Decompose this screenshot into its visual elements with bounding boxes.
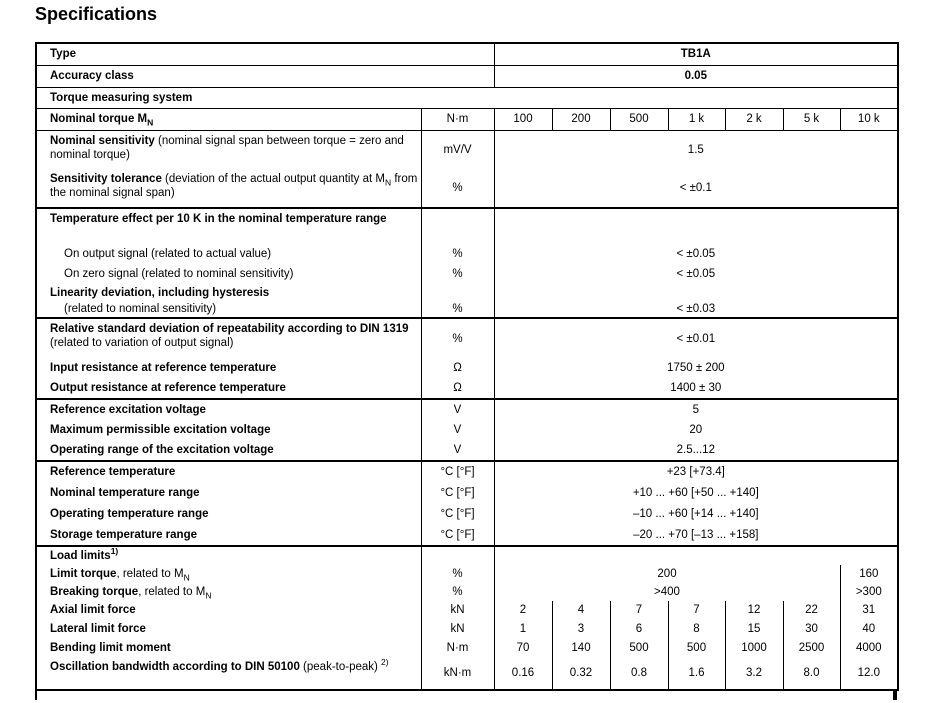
row-temp-effect-header xyxy=(36,208,898,244)
unit-cell: kN xyxy=(421,619,494,638)
value-cell-10k: >300 xyxy=(840,583,898,601)
value-cell: 2 xyxy=(494,601,552,619)
value-cell-main: >400 xyxy=(494,583,840,601)
label-subscript: N xyxy=(384,177,392,188)
label-rest: (nominal signal span between torque = zero and nominal torque) xyxy=(50,134,404,161)
value-cell: 2500 xyxy=(783,638,840,657)
value-cell: –10 ... +60 [+14 ... +140] xyxy=(494,503,898,524)
value-cell: < ±0.05 xyxy=(494,244,898,264)
value-cell: 6 xyxy=(610,619,668,638)
value-cell: < ±0.03 xyxy=(494,301,898,318)
value-cell: 31 xyxy=(840,601,898,619)
unit-cell: V xyxy=(421,399,494,420)
specifications-table xyxy=(35,42,899,691)
col-header-10k: 10 k xyxy=(840,108,898,130)
row-reference-excitation xyxy=(36,399,898,420)
label-rest: (related to variation of output signal) xyxy=(50,337,234,349)
value-cell: 20 xyxy=(494,420,898,440)
label-subscript: N xyxy=(183,572,190,583)
row-type xyxy=(36,43,898,65)
col-header-5k: 5 k xyxy=(783,108,840,130)
spec-label-output-resistance: Output resistance at reference temperature xyxy=(50,382,286,394)
value-cell: 40 xyxy=(840,619,898,638)
row-breaking-torque xyxy=(36,583,898,601)
value-cell: 2.5...12 xyxy=(494,440,898,461)
row-sensitivity-tolerance xyxy=(36,169,898,208)
spec-label-on-output: On output signal (related to actual value) xyxy=(64,248,272,260)
row-operating-excitation xyxy=(36,440,898,461)
row-axial-limit-force xyxy=(36,601,898,619)
unit-cell-empty xyxy=(421,208,494,244)
value-cell-empty xyxy=(494,208,898,244)
unit-cell: mV/V xyxy=(421,130,494,169)
row-limit-torque xyxy=(36,565,898,583)
value-accuracy: 0.05 xyxy=(494,65,898,87)
row-output-resistance xyxy=(36,378,898,399)
spec-label-breaking-torque xyxy=(36,583,421,601)
label-bold: Breaking torque xyxy=(50,586,139,598)
col-header-500: 500 xyxy=(610,108,668,130)
spec-label-load-limits xyxy=(36,546,421,565)
spec-label-operating-excitation: Operating range of the excitation voltage xyxy=(50,444,274,456)
row-on-output-signal xyxy=(36,244,898,264)
unit-cell: Ω xyxy=(421,378,494,399)
col-header-100: 100 xyxy=(494,108,552,130)
spec-label-sensitivity-tolerance xyxy=(36,169,421,208)
unit-cell: % xyxy=(421,264,494,284)
col-header-2k: 2 k xyxy=(725,108,783,130)
value-cell: –20 ... +70 [–13 ... +158] xyxy=(494,524,898,546)
value-cell: 30 xyxy=(783,619,840,638)
spec-label-on-zero: On zero signal (related to nominal sensitivity) xyxy=(64,268,294,280)
unit-cell: N·m xyxy=(421,108,494,130)
unit-cell-empty xyxy=(421,546,494,565)
value-cell: 140 xyxy=(552,638,610,657)
unit-cell: kN·m xyxy=(421,657,494,690)
unit-cell: V xyxy=(421,420,494,440)
spec-label-repeatability xyxy=(36,318,421,358)
value-cell: 500 xyxy=(610,638,668,657)
value-cell: 3 xyxy=(552,619,610,638)
unit-cell: % xyxy=(421,169,494,208)
value-cell: 7 xyxy=(610,601,668,619)
value-cell: 12 xyxy=(725,601,783,619)
spec-label-reference-excitation: Reference excitation voltage xyxy=(36,399,421,420)
col-header-1k: 1 k xyxy=(668,108,725,130)
row-bending-limit-moment xyxy=(36,638,898,657)
spec-label-linearity: Linearity deviation, including hysteresis xyxy=(50,286,270,299)
row-nominal-sensitivity xyxy=(36,130,898,169)
label-bold: Sensitivity tolerance xyxy=(50,173,162,185)
value-cell: 12.0 xyxy=(840,657,898,690)
value-cell: 1400 ± 30 xyxy=(494,378,898,399)
spec-label-nominal-sensitivity xyxy=(36,130,421,169)
value-cell: 1.5 xyxy=(494,130,898,169)
value-cell: 0.16 xyxy=(494,657,552,690)
row-nominal-torque xyxy=(36,108,898,130)
value-cell: 22 xyxy=(783,601,840,619)
row-reference-temperature xyxy=(36,461,898,482)
unit-cell: % xyxy=(421,244,494,264)
label-subscript: N xyxy=(147,117,154,128)
unit-cell: % xyxy=(421,301,494,318)
value-type: TB1A xyxy=(494,43,898,65)
row-max-excitation xyxy=(36,420,898,440)
spec-label-limit-torque xyxy=(36,565,421,583)
row-nominal-temperature-range xyxy=(36,482,898,503)
label-bold: Oscillation bandwidth according to DIN 50100 xyxy=(50,661,300,673)
spec-label-lateral: Lateral limit force xyxy=(50,622,146,635)
value-cell: +23 [+73.4] xyxy=(494,461,898,482)
value-cell: 1 xyxy=(494,619,552,638)
value-cell: 70 xyxy=(494,638,552,657)
spec-label-bending: Bending limit moment xyxy=(50,641,171,654)
label-text: Nominal torque M xyxy=(50,113,148,125)
value-cell-empty xyxy=(494,546,898,565)
unit-cell: % xyxy=(421,583,494,601)
value-cell: 500 xyxy=(668,638,725,657)
row-linearity-deviation xyxy=(36,284,898,301)
label-bold: Limit torque xyxy=(50,568,117,580)
label-bold: Relative standard deviation of repeatability according to DIN 1319 xyxy=(50,323,409,335)
value-cell-main: 200 xyxy=(494,565,840,583)
spec-label-nominal-torque xyxy=(36,108,421,130)
value-cell: 8.0 xyxy=(783,657,840,690)
row-lateral-limit-force xyxy=(36,619,898,638)
value-cell: 5 xyxy=(494,399,898,420)
label-subscript: N xyxy=(205,590,212,601)
specifications-table-wrapper xyxy=(35,42,897,700)
value-cell-empty xyxy=(494,284,898,301)
unit-cell: N·m xyxy=(421,638,494,657)
value-cell: < ±0.1 xyxy=(494,169,898,208)
row-repeatability xyxy=(36,318,898,358)
row-operating-temperature-range xyxy=(36,503,898,524)
unit-cell: °C [°F] xyxy=(421,524,494,546)
value-cell: 15 xyxy=(725,619,783,638)
spec-label-accuracy: Accuracy class xyxy=(36,65,494,87)
unit-cell-empty xyxy=(421,284,494,301)
spec-label-temp-effect: Temperature effect per 10 K in the nominal temperature range xyxy=(36,208,421,244)
spec-label-storage-temperature: Storage temperature range xyxy=(50,528,197,541)
value-cell-10k: 160 xyxy=(840,565,898,583)
spec-label-axial: Axial limit force xyxy=(50,604,136,616)
row-input-resistance xyxy=(36,358,898,378)
spec-label-type: Type xyxy=(36,43,494,65)
unit-cell: kN xyxy=(421,601,494,619)
unit-cell: °C [°F] xyxy=(421,461,494,482)
page-title: Specifications xyxy=(35,4,158,24)
unit-cell: °C [°F] xyxy=(421,503,494,524)
label-rest: (deviation of the actual output quantity at M xyxy=(161,173,385,185)
spec-label-operating-temperature: Operating temperature range xyxy=(50,507,209,520)
unit-cell: % xyxy=(421,565,494,583)
value-cell: < ±0.01 xyxy=(494,318,898,358)
label-rest: (peak-to-peak) xyxy=(299,661,382,673)
spec-label-max-excitation: Maximum permissible excitation voltage xyxy=(50,424,271,436)
label-superscript: 2) xyxy=(381,657,389,668)
value-cell: 4 xyxy=(552,601,610,619)
row-storage-temperature-range xyxy=(36,524,898,546)
value-cell: 0.32 xyxy=(552,657,610,690)
value-cell: 3.2 xyxy=(725,657,783,690)
spec-label-oscillation xyxy=(36,657,421,690)
value-cell: 0.8 xyxy=(610,657,668,690)
spec-label-linearity-related: (related to nominal sensitivity) xyxy=(64,303,217,315)
unit-cell: Ω xyxy=(421,358,494,378)
unit-cell: °C [°F] xyxy=(421,482,494,503)
label-bold: Load limits xyxy=(50,550,111,562)
spec-label-nominal-temperature: Nominal temperature range xyxy=(50,486,200,499)
label-rest: , related to M xyxy=(116,568,184,580)
label-rest: from the nominal signal span) xyxy=(50,173,418,199)
section-label-torque-measuring: Torque measuring system xyxy=(36,87,898,108)
value-cell: 4000 xyxy=(840,638,898,657)
label-bold: Nominal sensitivity xyxy=(50,134,155,147)
unit-cell: % xyxy=(421,318,494,358)
row-section-torque-measuring xyxy=(36,87,898,108)
value-cell: 8 xyxy=(668,619,725,638)
row-load-limits-header xyxy=(36,546,898,565)
row-on-zero-signal xyxy=(36,264,898,284)
label-rest: , related to M xyxy=(138,586,206,598)
value-cell: 1750 ± 200 xyxy=(494,358,898,378)
label-superscript: 1) xyxy=(110,546,119,557)
value-cell: < ±0.05 xyxy=(494,264,898,284)
spec-label-input-resistance: Input resistance at reference temperature xyxy=(50,362,277,374)
table-continuation-borders xyxy=(35,691,897,700)
spec-label-reference-temperature: Reference temperature xyxy=(36,461,421,482)
value-cell: 1.6 xyxy=(668,657,725,690)
value-cell: 1000 xyxy=(725,638,783,657)
row-linearity-related xyxy=(36,301,898,318)
unit-cell: V xyxy=(421,440,494,461)
col-header-200: 200 xyxy=(552,108,610,130)
row-accuracy-class xyxy=(36,65,898,87)
row-oscillation-bandwidth xyxy=(36,657,898,690)
value-cell: 7 xyxy=(668,601,725,619)
value-cell: +10 ... +60 [+50 ... +140] xyxy=(494,482,898,503)
